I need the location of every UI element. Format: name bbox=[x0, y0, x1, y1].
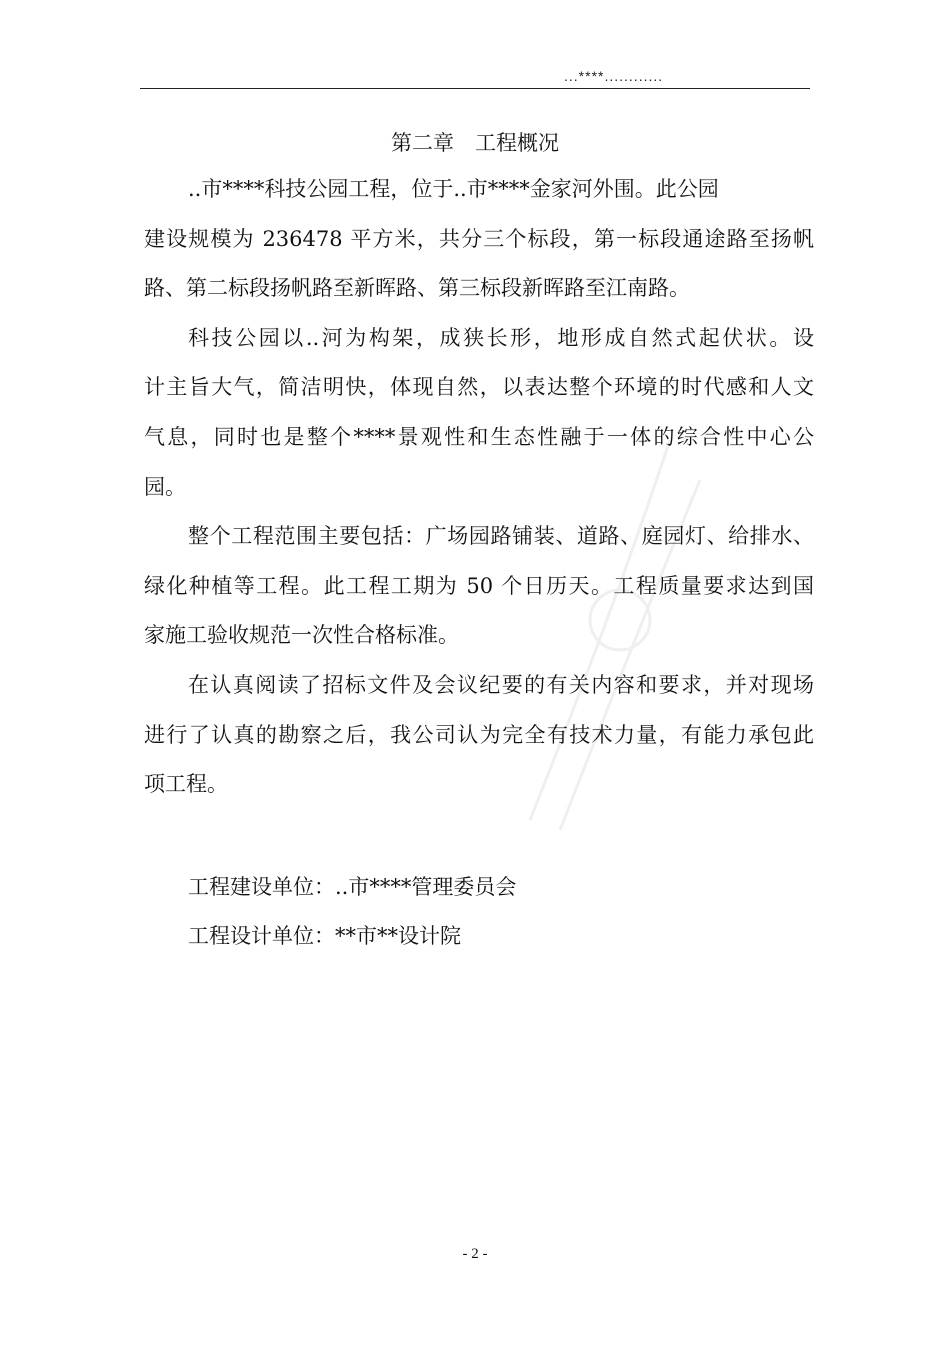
paragraph-3-line-2: 绿化种植等工程。此工程工期为 50 个日历天。工程质量要求达到国 bbox=[144, 574, 814, 598]
paragraph-4-line-1: 在认真阅读了招标文件及会议纪要的有关内容和要求，并对现场 bbox=[188, 673, 814, 697]
paragraph-2-line-2: 计主旨大气，简洁明快，体现自然，以表达整个环境的时代感和人文 bbox=[144, 375, 814, 399]
paragraph-4-line-2: 进行了认真的勘察之后，我公司认为完全有技术力量，有能力承包此 bbox=[144, 723, 814, 747]
paragraph-1-line-1: ..市****科技公园工程，位于..市****金家河外围。此公园 bbox=[188, 177, 719, 201]
paragraph-3-line-3: 家施工验收规范一次性合格标准。 bbox=[144, 623, 459, 647]
paragraph-2-line-3: 气息，同时也是整个****景观性和生态性融于一体的综合性中心公 bbox=[144, 425, 814, 449]
page-number: - 2 - bbox=[462, 1246, 488, 1262]
page-header-text: ...****............ bbox=[564, 68, 664, 84]
paragraph-1-line-3: 路、第二标段扬帆路至新晖路、第三标段新晖路至江南路。 bbox=[144, 276, 690, 300]
paragraph-1-line-2: 建设规模为 236478 平方米，共分三个标段，第一标段通途路至扬帆 bbox=[144, 227, 814, 251]
chapter-title: 第二章 工程概况 bbox=[391, 131, 559, 155]
paragraph-4-line-3: 项工程。 bbox=[144, 772, 228, 796]
construction-unit: 工程建设单位：..市****管理委员会 bbox=[188, 875, 517, 899]
paragraph-2-line-4: 园。 bbox=[144, 475, 186, 499]
header-rule bbox=[140, 88, 810, 89]
design-unit: 工程设计单位：**市**设计院 bbox=[188, 924, 461, 948]
paragraph-2-line-1: 科技公园以..河为构架，成狭长形，地形成自然式起伏状。设 bbox=[188, 326, 814, 350]
paragraph-3-line-1: 整个工程范围主要包括：广场园路铺装、道路、庭园灯、给排水、 bbox=[188, 524, 814, 548]
